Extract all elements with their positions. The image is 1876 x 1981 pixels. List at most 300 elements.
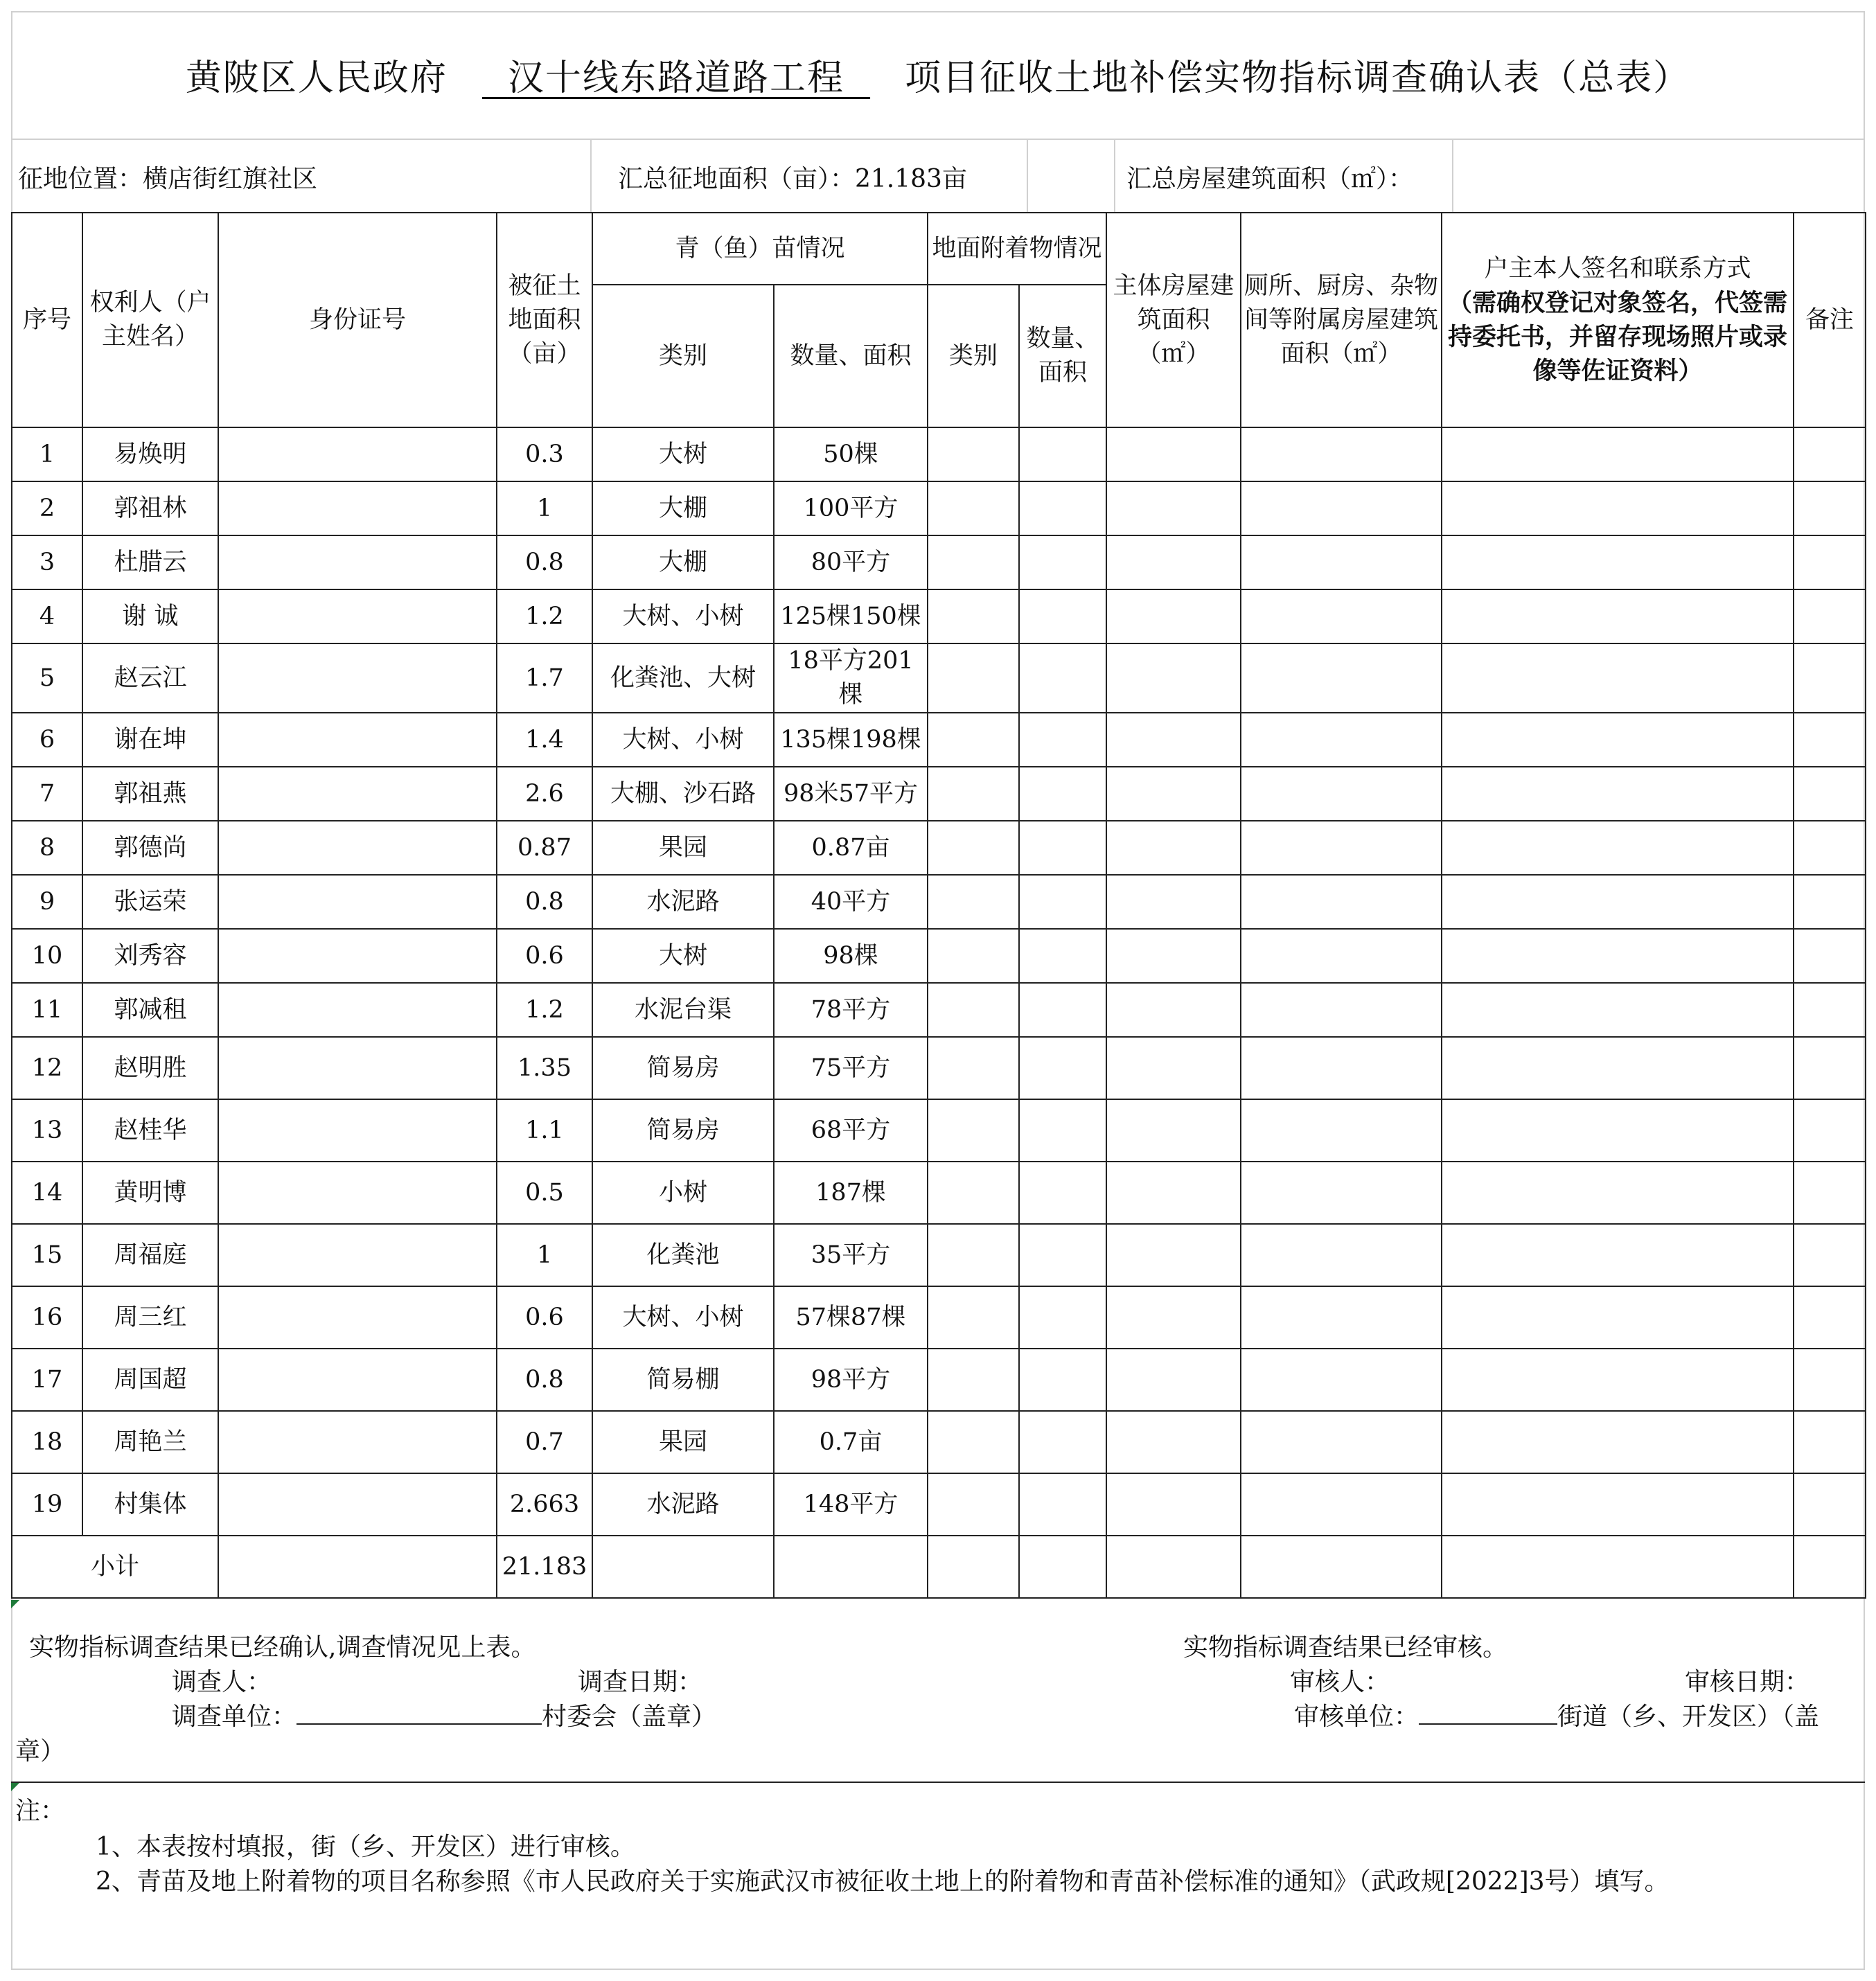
row-land-area: 1.4 <box>497 713 592 767</box>
row-seedling-kind: 水泥台渠 <box>592 983 774 1037</box>
row-empty-cell <box>1106 1473 1241 1536</box>
row-seq: 3 <box>12 535 82 589</box>
row-land-area: 2.663 <box>497 1473 592 1536</box>
row-empty-cell <box>1794 1099 1866 1162</box>
row-empty-cell <box>1442 929 1794 983</box>
subtotal-area: 21.183 <box>497 1536 592 1598</box>
row-empty-cell <box>928 589 1019 643</box>
header-signature <box>1442 213 1794 427</box>
row-owner-name: 谢在坤 <box>82 713 218 767</box>
row-empty-cell <box>1794 589 1866 643</box>
row-id-number <box>218 427 497 481</box>
row-empty-cell <box>1794 481 1866 535</box>
row-empty-cell <box>1794 1224 1866 1286</box>
row-owner-name: 黄明博 <box>82 1162 218 1224</box>
row-seq: 12 <box>12 1037 82 1099</box>
row-seedling-kind: 化粪池 <box>592 1224 774 1286</box>
page-title <box>11 11 1865 137</box>
row-empty-cell <box>928 1286 1019 1349</box>
row-seq: 15 <box>12 1224 82 1286</box>
row-empty-cell <box>1442 589 1794 643</box>
table-row <box>12 983 1866 1037</box>
row-owner-name: 赵桂华 <box>82 1099 218 1162</box>
row-empty-cell <box>1106 1162 1241 1224</box>
table-row <box>12 1349 1866 1411</box>
row-land-area: 2.6 <box>497 767 592 821</box>
row-empty-cell <box>1019 713 1106 767</box>
row-empty-cell <box>1019 427 1106 481</box>
row-empty-cell <box>1106 643 1241 713</box>
row-seedling-qty: 78平方 <box>774 983 928 1037</box>
row-empty-cell <box>1794 713 1866 767</box>
row-land-area: 1 <box>497 481 592 535</box>
row-empty-cell <box>1794 821 1866 875</box>
row-empty-cell <box>1794 983 1866 1037</box>
row-empty-cell <box>928 1411 1019 1473</box>
row-empty-cell <box>1241 535 1442 589</box>
row-land-area: 1.1 <box>497 1099 592 1162</box>
table-row <box>12 1286 1866 1349</box>
header-attach-qty: 数量、面积 <box>1019 285 1106 427</box>
row-empty-cell <box>1106 1037 1241 1099</box>
row-id-number <box>218 1286 497 1349</box>
row-empty-cell <box>1794 643 1866 713</box>
row-seedling-qty: 100平方 <box>774 481 928 535</box>
header-seedling: 青（鱼）苗情况 <box>592 213 928 285</box>
row-empty-cell <box>1106 1224 1241 1286</box>
row-seedling-qty: 0.7亩 <box>774 1411 928 1473</box>
row-owner-name: 郭德尚 <box>82 821 218 875</box>
row-seedling-qty: 125棵150棵 <box>774 589 928 643</box>
total-land-area: 汇总征地面积（亩）：21.183亩 <box>592 140 1028 213</box>
row-owner-name: 易焕明 <box>82 427 218 481</box>
row-id-number <box>218 1224 497 1286</box>
table-row <box>12 821 1866 875</box>
row-empty-cell <box>1106 983 1241 1037</box>
row-empty-cell <box>1442 875 1794 929</box>
row-empty-cell <box>928 767 1019 821</box>
row-seedling-qty: 18平方201棵 <box>774 643 928 713</box>
row-id-number <box>218 929 497 983</box>
row-empty-cell <box>1442 713 1794 767</box>
row-seedling-qty: 50棵 <box>774 427 928 481</box>
subtotal-empty-cell <box>1442 1536 1794 1598</box>
notes-section <box>11 1783 1865 1963</box>
subtotal-label: 小计 <box>12 1536 218 1598</box>
row-id-number <box>218 643 497 713</box>
note-1: 1、本表按村填报，街（乡、开发区）进行审核。 <box>96 1833 635 1861</box>
table-row <box>12 1224 1866 1286</box>
row-seedling-qty: 0.87亩 <box>774 821 928 875</box>
row-seedling-qty: 68平方 <box>774 1099 928 1162</box>
row-empty-cell <box>1106 929 1241 983</box>
row-empty-cell <box>1019 875 1106 929</box>
subtotal-empty-cell <box>774 1536 928 1598</box>
row-seedling-qty: 75平方 <box>774 1037 928 1099</box>
table-row <box>12 1411 1866 1473</box>
row-seedling-qty: 98米57平方 <box>774 767 928 821</box>
row-empty-cell <box>1106 481 1241 535</box>
table-row <box>12 767 1866 821</box>
row-id-number <box>218 713 497 767</box>
subtotal-empty-cell <box>1019 1536 1106 1598</box>
table-row <box>12 427 1866 481</box>
row-empty-cell <box>1442 1037 1794 1099</box>
row-id-number <box>218 875 497 929</box>
row-seq: 9 <box>12 875 82 929</box>
row-id-number <box>218 589 497 643</box>
row-land-area: 0.6 <box>497 1286 592 1349</box>
row-seq: 17 <box>12 1349 82 1411</box>
row-id-number <box>218 1099 497 1162</box>
header-main-house: 主体房屋建筑面积（㎡） <box>1106 213 1241 427</box>
row-empty-cell <box>1241 1286 1442 1349</box>
row-empty-cell <box>1019 821 1106 875</box>
row-empty-cell <box>1241 983 1442 1037</box>
row-empty-cell <box>1019 1037 1106 1099</box>
row-empty-cell <box>928 1349 1019 1411</box>
row-seq: 2 <box>12 481 82 535</box>
row-empty-cell <box>1019 1411 1106 1473</box>
row-owner-name: 村集体 <box>82 1473 218 1536</box>
row-seedling-kind: 大树、小树 <box>592 1286 774 1349</box>
row-seedling-qty: 98棵 <box>774 929 928 983</box>
row-empty-cell <box>1794 875 1866 929</box>
row-owner-name: 赵云江 <box>82 643 218 713</box>
row-empty-cell <box>1019 767 1106 821</box>
subtotal-empty-cell <box>1241 1536 1442 1598</box>
row-seedling-qty: 57棵87棵 <box>774 1286 928 1349</box>
seal-wrap-text: 章） <box>15 1737 66 1766</box>
row-empty-cell <box>1106 1099 1241 1162</box>
row-seedling-qty: 40平方 <box>774 875 928 929</box>
row-empty-cell <box>1241 643 1442 713</box>
row-empty-cell <box>1442 1099 1794 1162</box>
row-empty-cell <box>928 1473 1019 1536</box>
row-seq: 5 <box>12 643 82 713</box>
row-owner-name: 郭祖燕 <box>82 767 218 821</box>
row-land-area: 0.5 <box>497 1162 592 1224</box>
row-empty-cell <box>928 713 1019 767</box>
row-empty-cell <box>1241 1162 1442 1224</box>
header-aux-house: 厕所、厨房、杂物间等附属房屋建筑面积（㎡） <box>1241 213 1442 427</box>
row-seedling-kind: 简易棚 <box>592 1349 774 1411</box>
row-seedling-kind: 大棚 <box>592 481 774 535</box>
note-2: 2、青苗及地上附着物的项目名称参照《市人民政府关于实施武汉市被征收土地上的附着物和青苗补偿标准的通知》（武政规[2022]3号）填写。 <box>96 1867 1670 1896</box>
row-empty-cell <box>928 1162 1019 1224</box>
survey-confirm-text: 实物指标调查结果已经确认,调查情况见上表。 <box>29 1633 536 1662</box>
row-land-area: 0.6 <box>497 929 592 983</box>
row-empty-cell <box>1442 1473 1794 1536</box>
row-empty-cell <box>1794 1286 1866 1349</box>
row-empty-cell <box>1241 929 1442 983</box>
row-id-number <box>218 983 497 1037</box>
table-row <box>12 1473 1866 1536</box>
row-empty-cell <box>1019 481 1106 535</box>
row-empty-cell <box>1106 1411 1241 1473</box>
row-empty-cell <box>1794 767 1866 821</box>
row-seq: 6 <box>12 713 82 767</box>
table-row <box>12 1037 1866 1099</box>
row-empty-cell <box>1442 767 1794 821</box>
row-empty-cell <box>1442 1286 1794 1349</box>
row-owner-name: 谢 诚 <box>82 589 218 643</box>
row-seq: 7 <box>12 767 82 821</box>
subtotal-empty-cell <box>592 1536 774 1598</box>
total-building-area-value <box>1453 140 1865 213</box>
row-owner-name: 赵明胜 <box>82 1037 218 1099</box>
row-empty-cell <box>1019 535 1106 589</box>
row-land-area: 0.3 <box>497 427 592 481</box>
row-id-number <box>218 1162 497 1224</box>
row-empty-cell <box>1442 427 1794 481</box>
row-seedling-kind: 简易房 <box>592 1099 774 1162</box>
row-seedling-kind: 水泥路 <box>592 1473 774 1536</box>
row-empty-cell <box>1241 427 1442 481</box>
row-seedling-qty: 98平方 <box>774 1349 928 1411</box>
row-seedling-kind: 果园 <box>592 1411 774 1473</box>
row-land-area: 0.87 <box>497 821 592 875</box>
header-signature-title: 户主本人签名和联系方式 <box>1484 255 1751 283</box>
row-id-number <box>218 767 497 821</box>
review-unit: 审核单位： 街道（乡、开发区）（盖 <box>1294 1703 1820 1731</box>
row-empty-cell <box>1241 481 1442 535</box>
row-empty-cell <box>1241 589 1442 643</box>
row-seq: 13 <box>12 1099 82 1162</box>
header-seedling-kind: 类别 <box>592 285 774 427</box>
row-empty-cell <box>1241 1224 1442 1286</box>
row-empty-cell <box>1019 1162 1106 1224</box>
row-land-area: 1 <box>497 1224 592 1286</box>
header-id-number: 身份证号 <box>218 213 497 427</box>
row-land-area: 0.8 <box>497 535 592 589</box>
row-seedling-kind: 果园 <box>592 821 774 875</box>
row-empty-cell <box>1794 929 1866 983</box>
row-seedling-kind: 化粪池、大树 <box>592 643 774 713</box>
row-land-area: 1.2 <box>497 983 592 1037</box>
notes-label: 注： <box>15 1797 66 1825</box>
row-owner-name: 周福庭 <box>82 1224 218 1286</box>
review-confirm-text: 实物指标调查结果已经审核。 <box>1183 1633 1508 1662</box>
row-empty-cell <box>1019 1286 1106 1349</box>
row-land-area: 1.2 <box>497 589 592 643</box>
row-empty-cell <box>1241 1099 1442 1162</box>
row-owner-name: 张运荣 <box>82 875 218 929</box>
header-attachments: 地面附着物情况 <box>928 213 1106 285</box>
row-empty-cell <box>1442 821 1794 875</box>
row-empty-cell <box>928 427 1019 481</box>
row-empty-cell <box>1019 1099 1106 1162</box>
row-empty-cell <box>1019 983 1106 1037</box>
row-empty-cell <box>1794 1162 1866 1224</box>
row-empty-cell <box>1794 535 1866 589</box>
row-id-number <box>218 1037 497 1099</box>
row-empty-cell <box>1442 535 1794 589</box>
row-seedling-kind: 小树 <box>592 1162 774 1224</box>
signature-section <box>11 1600 1865 1783</box>
row-id-number <box>218 1349 497 1411</box>
row-land-area: 1.7 <box>497 643 592 713</box>
row-owner-name: 杜腊云 <box>82 535 218 589</box>
table-row <box>12 481 1866 535</box>
row-owner-name: 周艳兰 <box>82 1411 218 1473</box>
header-seq: 序号 <box>12 213 82 427</box>
row-empty-cell <box>1442 481 1794 535</box>
total-building-area: 汇总房屋建筑面积（㎡）： <box>1115 140 1453 213</box>
title-suffix: 项目征收土地补偿实物指标调查确认表（总表） <box>905 57 1691 99</box>
subtotal-row <box>12 1536 1866 1598</box>
row-land-area: 0.8 <box>497 1349 592 1411</box>
row-seq: 14 <box>12 1162 82 1224</box>
row-empty-cell <box>1106 821 1241 875</box>
row-empty-cell <box>1442 1224 1794 1286</box>
table-row <box>12 1099 1866 1162</box>
row-empty-cell <box>1442 1411 1794 1473</box>
row-empty-cell <box>1241 1349 1442 1411</box>
table-row <box>12 589 1866 643</box>
header-owner: 权利人（户主姓名） <box>82 213 218 427</box>
row-empty-cell <box>1794 1349 1866 1411</box>
table-row <box>12 929 1866 983</box>
header-signature-note: （需确权登记对象签名，代签需持委托书，并留存现场照片或录像等佐证资料） <box>1447 289 1787 385</box>
row-empty-cell <box>1794 1037 1866 1099</box>
row-empty-cell <box>1106 427 1241 481</box>
row-empty-cell <box>1019 589 1106 643</box>
row-empty-cell <box>1019 1473 1106 1536</box>
row-seedling-kind: 大棚 <box>592 535 774 589</box>
row-owner-name: 郭减租 <box>82 983 218 1037</box>
row-seedling-qty: 148平方 <box>774 1473 928 1536</box>
row-empty-cell <box>1442 983 1794 1037</box>
table-row <box>12 875 1866 929</box>
header-attach-kind: 类别 <box>928 285 1019 427</box>
row-empty-cell <box>1241 875 1442 929</box>
header-land-area: 被征土地面积（亩） <box>497 213 592 427</box>
land-location: 征地位置：横店街红旗社区 <box>11 140 592 213</box>
row-empty-cell <box>1106 535 1241 589</box>
row-seedling-qty: 187棵 <box>774 1162 928 1224</box>
row-owner-name: 刘秀容 <box>82 929 218 983</box>
row-empty-cell <box>928 929 1019 983</box>
row-empty-cell <box>1241 713 1442 767</box>
summary-spacer <box>1028 140 1115 213</box>
row-seedling-kind: 大树 <box>592 929 774 983</box>
row-empty-cell <box>1106 875 1241 929</box>
row-empty-cell <box>928 1037 1019 1099</box>
row-id-number <box>218 1473 497 1536</box>
survey-table <box>11 212 1866 1599</box>
row-empty-cell <box>1241 821 1442 875</box>
row-seq: 4 <box>12 589 82 643</box>
row-owner-name: 郭祖林 <box>82 481 218 535</box>
row-seedling-kind: 大树 <box>592 427 774 481</box>
row-empty-cell <box>1442 1162 1794 1224</box>
investigation-unit: 调查单位： 村委会（盖章） <box>172 1703 717 1731</box>
investigate-date-label: 调查日期： <box>578 1668 703 1696</box>
table-row <box>12 1162 1866 1224</box>
review-date-label: 审核日期： <box>1685 1668 1810 1696</box>
row-empty-cell <box>928 643 1019 713</box>
row-id-number <box>218 481 497 535</box>
row-empty-cell <box>928 1224 1019 1286</box>
title-project: 汉十线东路道路工程 <box>507 57 844 99</box>
row-empty-cell <box>1442 643 1794 713</box>
row-seq: 18 <box>12 1411 82 1473</box>
row-empty-cell <box>1019 643 1106 713</box>
row-empty-cell <box>1019 929 1106 983</box>
table-row <box>12 643 1866 713</box>
subtotal-empty-cell <box>218 1536 497 1598</box>
row-id-number <box>218 821 497 875</box>
row-seq: 19 <box>12 1473 82 1536</box>
table-row <box>12 535 1866 589</box>
row-empty-cell <box>928 481 1019 535</box>
row-empty-cell <box>928 875 1019 929</box>
row-id-number <box>218 535 497 589</box>
investigator-label: 调查人： <box>172 1668 272 1696</box>
row-seedling-kind: 大树、小树 <box>592 589 774 643</box>
subtotal-empty-cell <box>1106 1536 1241 1598</box>
row-empty-cell <box>1106 1349 1241 1411</box>
row-seedling-kind: 水泥路 <box>592 875 774 929</box>
row-seedling-kind: 大树、小树 <box>592 713 774 767</box>
header-remark: 备注 <box>1794 213 1866 427</box>
row-seq: 1 <box>12 427 82 481</box>
summary-row <box>11 139 1865 213</box>
row-empty-cell <box>928 1099 1019 1162</box>
row-owner-name: 周国超 <box>82 1349 218 1411</box>
subtotal-empty-cell <box>928 1536 1019 1598</box>
row-empty-cell <box>1106 713 1241 767</box>
row-empty-cell <box>928 535 1019 589</box>
header-seedling-qty: 数量、面积 <box>774 285 928 427</box>
row-seedling-qty: 80平方 <box>774 535 928 589</box>
reviewer-label: 审核人： <box>1290 1668 1390 1696</box>
row-empty-cell <box>1794 1473 1866 1536</box>
row-id-number <box>218 1411 497 1473</box>
row-seedling-kind: 简易房 <box>592 1037 774 1099</box>
row-seedling-qty: 135棵198棵 <box>774 713 928 767</box>
row-seq: 11 <box>12 983 82 1037</box>
row-seedling-qty: 35平方 <box>774 1224 928 1286</box>
row-land-area: 1.35 <box>497 1037 592 1099</box>
row-owner-name: 周三红 <box>82 1286 218 1349</box>
row-empty-cell <box>1241 767 1442 821</box>
row-seedling-kind: 大棚、沙石路 <box>592 767 774 821</box>
row-seq: 10 <box>12 929 82 983</box>
row-empty-cell <box>1019 1349 1106 1411</box>
row-land-area: 0.7 <box>497 1411 592 1473</box>
row-empty-cell <box>1106 1286 1241 1349</box>
row-empty-cell <box>1241 1037 1442 1099</box>
row-empty-cell <box>1794 1411 1866 1473</box>
table-row <box>12 713 1866 767</box>
title-prefix: 黄陂区人民政府 <box>185 57 448 99</box>
row-land-area: 0.8 <box>497 875 592 929</box>
row-empty-cell <box>1241 1473 1442 1536</box>
row-empty-cell <box>1106 767 1241 821</box>
row-empty-cell <box>928 983 1019 1037</box>
row-empty-cell <box>1241 1411 1442 1473</box>
row-empty-cell <box>1106 589 1241 643</box>
row-empty-cell <box>1442 1349 1794 1411</box>
row-seq: 16 <box>12 1286 82 1349</box>
row-seq: 8 <box>12 821 82 875</box>
subtotal-empty-cell <box>1794 1536 1866 1598</box>
row-empty-cell <box>1019 1224 1106 1286</box>
row-empty-cell <box>1794 427 1866 481</box>
row-empty-cell <box>928 821 1019 875</box>
